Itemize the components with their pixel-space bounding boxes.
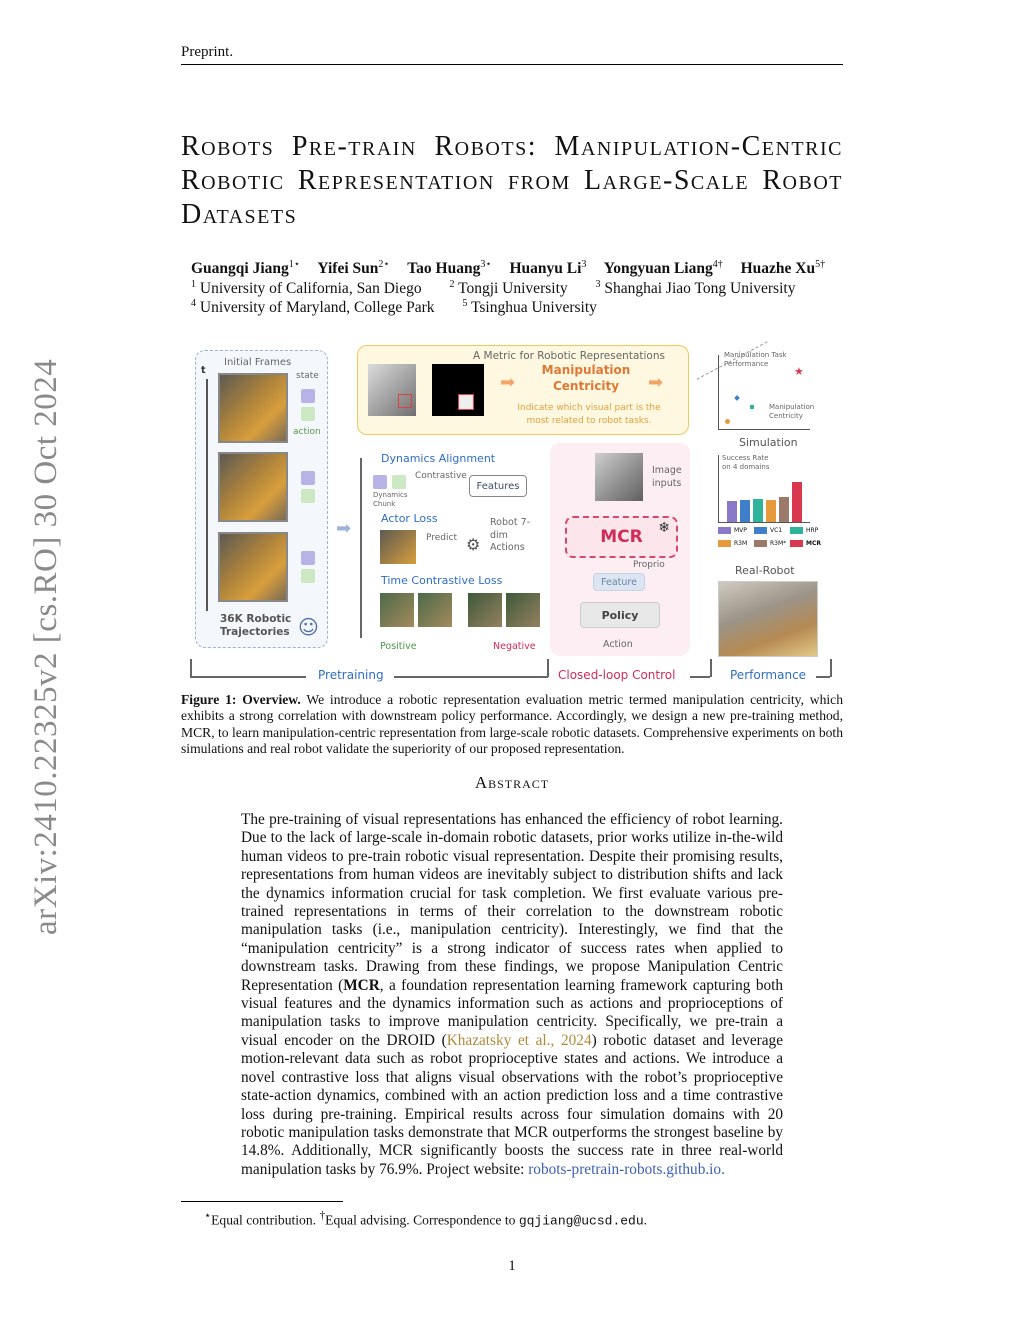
- author: Huazhe $Xu^{5\dagger}$: [740, 259, 826, 278]
- real-robot-label: Real-Robot: [735, 564, 795, 577]
- contrastive-label: Contrastive: [415, 471, 467, 481]
- metric-panel: [357, 345, 689, 435]
- snowflake-icon: ❄: [658, 520, 670, 536]
- frame-thumbnail: [380, 530, 416, 564]
- action-chip: [301, 489, 315, 503]
- frame-thumbnail: [380, 593, 414, 627]
- overview-figure: [190, 343, 840, 688]
- running-header: Preprint.: [181, 44, 234, 60]
- legend-label: VC1: [770, 527, 783, 534]
- arrow-right-icon: ➡: [500, 372, 516, 393]
- legend-item: [754, 527, 782, 534]
- author: Huanyu Li$^3$: [509, 259, 587, 278]
- affiliation: $^3$ Shanghai Jiao Tong University: [595, 279, 796, 298]
- arxiv-stamp: arXiv:2410.22325v2 [cs.RO] 30 Oct 2024: [28, 358, 64, 935]
- action-chip: [301, 569, 315, 583]
- legend-item: [718, 540, 747, 547]
- footnote: ⋆Equal contribution. †Equal advising. Correspondence to gqjiang@ucsd.edu.: [204, 1210, 648, 1229]
- arrow-right-icon: ➡: [336, 518, 352, 539]
- bracket-line: [360, 458, 362, 638]
- legend-swatch: [790, 540, 803, 547]
- affiliation: $^4$ University of Maryland, College Park: [191, 298, 435, 317]
- robot-actions-label: Robot 7-dim Actions: [490, 517, 531, 553]
- frame-thumbnail: [218, 532, 288, 602]
- robot-icon: ☺: [298, 615, 319, 639]
- actor-loss-label: Actor Loss: [381, 512, 438, 525]
- pretraining-label: Pretraining: [318, 668, 384, 682]
- mcr-full-name: Manipulation Centric Representation: [241, 958, 783, 994]
- state-label: state: [296, 371, 319, 381]
- features-box: Features: [469, 475, 527, 497]
- bracket-line: [830, 659, 832, 677]
- highlight-box: [398, 394, 412, 408]
- state-chip: [301, 389, 315, 403]
- state-chip: [301, 471, 315, 485]
- mcr-encoder: [565, 516, 678, 558]
- scatter-x-axis: [718, 429, 810, 430]
- state-chip: [373, 475, 387, 489]
- legend-label: MVP: [734, 527, 747, 534]
- affiliation: $^1$ University of California, San Diego: [191, 279, 422, 298]
- paper-title: Robots Pre-train Robots: Manipulation-Centric Robotic Representation from Large-Scale Robot Datasets: [181, 131, 843, 230]
- email-link[interactable]: gqjiang@ucsd.edu: [518, 1213, 644, 1229]
- affiliations-line-2: [191, 298, 871, 317]
- frame-thumbnail: [418, 593, 452, 627]
- page-number: 1: [508, 1258, 516, 1274]
- bracket-line: [394, 676, 548, 678]
- bracket-line: [690, 676, 710, 678]
- image-input: [595, 453, 643, 501]
- bar-mcr: [792, 482, 802, 522]
- action-chip: [392, 475, 406, 489]
- policy-box: Policy: [580, 602, 660, 628]
- action-label: action: [293, 427, 321, 437]
- negative-label: Negative: [493, 641, 536, 652]
- initial-frames-panel: [195, 350, 328, 648]
- affiliations-line-1: [191, 279, 871, 298]
- header-rule: [181, 64, 843, 65]
- time-contrastive-label: Time Contrastive Loss: [381, 574, 503, 587]
- frame-thumbnail: [468, 593, 502, 627]
- caption-bold: Overview.: [242, 692, 301, 707]
- legend-label: MCR: [806, 540, 821, 547]
- bar-hrp: [753, 499, 763, 522]
- caption-text: We introduce a robotic representation evaluation metric termed manipulation centricity, which exhibits a strong correlation with downstream policy performance. Accordingly, we design a new pre-training method, MCR, to learn manipulation-centric representation from large-scale robotic datasets. Comprehensive experiments on both simulations and real robot validate the superiority of our proposed representation.: [181, 692, 844, 757]
- metric-name: Manipulation Centricity: [541, 363, 631, 393]
- author: Tao Huang$^{3⋆}$: [407, 259, 492, 278]
- performance-label: Performance: [730, 668, 807, 682]
- scatter-title: Manipulation Task Performance: [724, 351, 787, 368]
- author: Yifei Sun$^{2⋆}$: [317, 259, 390, 278]
- bar-chart: [718, 455, 810, 523]
- bracket-line: [547, 659, 549, 677]
- bracket-line: [190, 676, 306, 678]
- abstract-heading: Abstract: [474, 773, 550, 792]
- simulation-label: Simulation: [739, 436, 798, 449]
- scatter-x-label: Manipulation Centricity: [769, 403, 815, 420]
- caption-label: Figure 1:: [181, 692, 237, 707]
- affiliation: $^5$ Tsinghua University: [462, 298, 597, 317]
- figure-caption: [181, 692, 843, 758]
- legend-label: HRP: [806, 527, 819, 534]
- bracket-line: [190, 659, 192, 677]
- positive-label: Positive: [380, 641, 417, 652]
- initial-frames-label: Initial Frames: [224, 357, 292, 368]
- mcr-label: MCR: [600, 527, 643, 547]
- abstract-body: The pre-training of visual representations has enhanced the efficiency of robot learning. Due to the lack of large-scale in-domain robotic datasets, prior works utilize in-the-wild human videos to pre-train robotic visual representation. Despite their promising results, representations from human videos are inevitably subject to distribution shifts and lack the dynamics information crucial for task completion. We first evaluate various pre-trained representations in terms of their correlation to the downstream robotic manipulation tasks (i.e., manipulation centricity). Interestingly, we find that the “manipulation centricity” is a strong indicator of success rates when applied to downstream tasks. Drawing from these findings, we propose Manipulation Centric Representation (MCR, a foundation representation learning framework capturing both visual features and the dynamics information such as actions and proprioceptions of manipulation tasks to improve manipulation centricity. Specifically, we pre-train a visual encoder on the DROID (Khazatsky et al., 2024) robotic dataset and leverage motion-relevant data such as robot proprioceptive states and actions. We introduce a novel contrastive loss that aligns visual observations with the robot’s proprioceptive state-action dynamics, combined with an action prediction loss and a time contrastive loss during pre-training. Empirical results across four simulation domains with 20 robotic manipulation tasks demonstrate that MCR outperforms the strongest baseline by 14.8%. Additionally, MCR significantly boosts the success rate in three real-world manipulation tasks by 76.9%. Project website: robots-pretrain-robots.github.io.: [241, 811, 784, 1178]
- action-output-label: Action: [603, 639, 633, 650]
- robot-image: [368, 364, 416, 416]
- author: Guangqi Jiang$^{1⋆}$: [191, 259, 301, 278]
- closed-loop-label: Closed-loop Control: [558, 668, 676, 682]
- bracket-line: [710, 659, 712, 677]
- legend-label: R3M*: [770, 540, 787, 547]
- frame-thumbnail: [218, 452, 288, 522]
- robot-arm-icon: ⚙: [466, 535, 481, 554]
- project-website-link[interactable]: robots-pretrain-robots.github.io.: [528, 1160, 725, 1178]
- author-list: [191, 259, 871, 278]
- proprio-label: Proprio: [633, 560, 665, 570]
- bar-r3m-star: [779, 497, 789, 522]
- bar-chart-legend: [718, 527, 828, 555]
- bar-r3m: [766, 500, 776, 522]
- legend-item: [754, 540, 786, 547]
- affiliation: $^2$ Tongji University: [449, 279, 568, 298]
- bar-mvp: [727, 501, 737, 522]
- trajectories-label: 36K Robotic Trajectories: [220, 613, 292, 638]
- time-axis-label: t: [201, 365, 206, 376]
- bracket-line: [816, 676, 830, 678]
- arrow-right-icon: ➡: [648, 372, 664, 393]
- legend-swatch: [718, 527, 731, 534]
- image-inputs-label: Image inputs: [652, 465, 682, 489]
- citation-link[interactable]: Khazatsky et al., 2024: [446, 1031, 592, 1049]
- dynamics-chunk-label: Dynamics Chunk: [373, 491, 408, 508]
- predict-label: Predict: [426, 533, 457, 543]
- legend-item: [790, 540, 821, 547]
- bar-vc1: [740, 500, 750, 522]
- frame-thumbnail: [506, 593, 540, 627]
- legend-swatch: [754, 540, 767, 547]
- legend-label: R3M: [734, 540, 748, 547]
- legend-item: [790, 527, 818, 534]
- dynamics-alignment-label: Dynamics Alignment: [381, 452, 496, 465]
- legend-item: [718, 527, 747, 534]
- bar-chart-title: Success Rate on 4 domains: [722, 454, 770, 471]
- frame-thumbnail: [218, 373, 288, 443]
- metric-title: A Metric for Robotic Representations: [473, 350, 665, 362]
- action-chip: [301, 407, 315, 421]
- highlight-box: [458, 394, 474, 410]
- legend-swatch: [754, 527, 767, 534]
- legend-swatch: [718, 540, 731, 547]
- metric-description: Indicate which visual part is the most related to robot tasks.: [517, 403, 661, 426]
- footnote-rule: [181, 1201, 343, 1202]
- feature-box: Feature: [593, 573, 645, 591]
- author: Yongyuan Liang$^{4\dagger}$: [603, 259, 723, 278]
- real-robot-image: [718, 581, 818, 657]
- state-chip: [301, 551, 315, 565]
- legend-swatch: [790, 527, 803, 534]
- time-axis-line: [206, 379, 208, 611]
- mcr-star-point: ★: [794, 365, 804, 378]
